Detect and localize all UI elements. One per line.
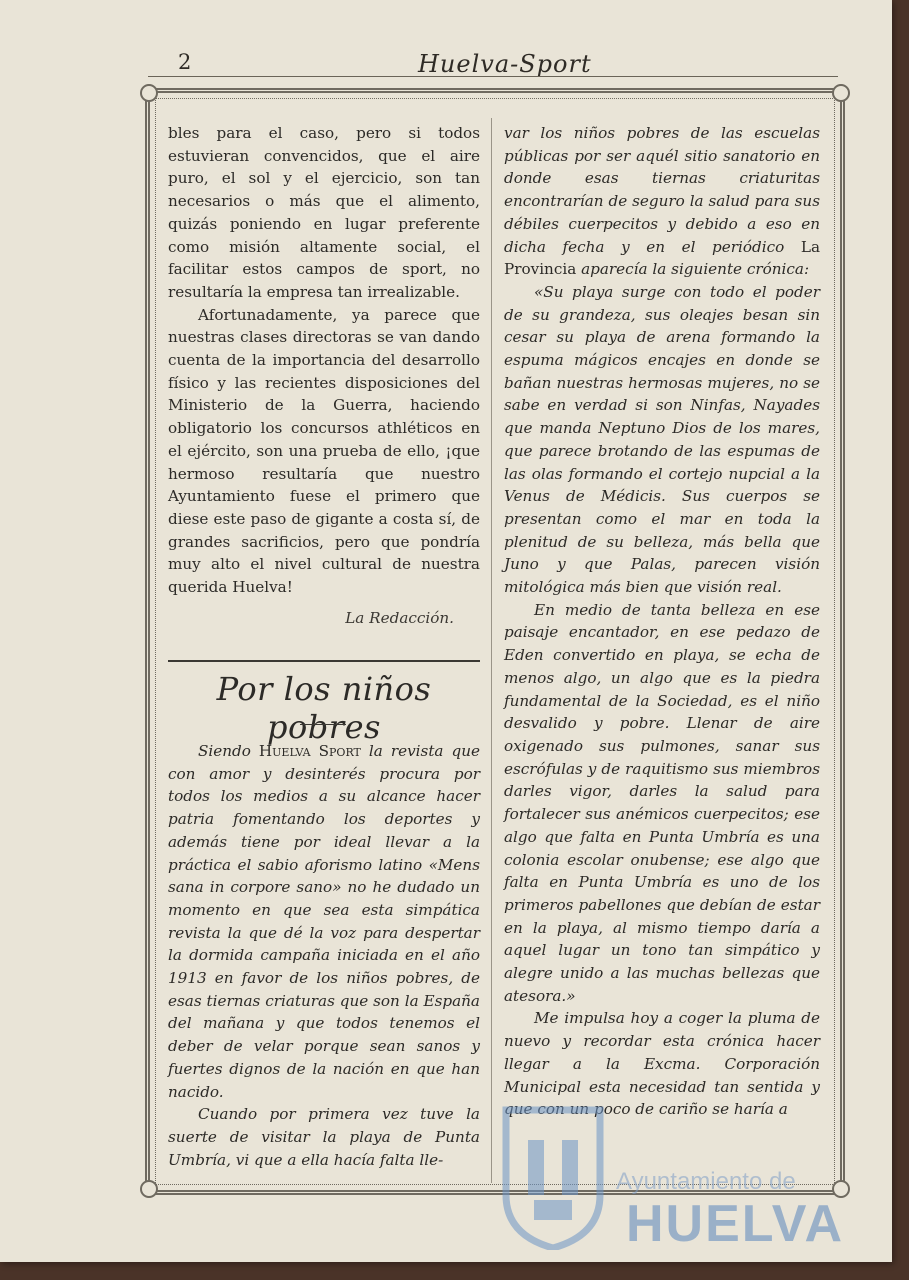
coat-of-arms-icon bbox=[498, 1100, 608, 1250]
masthead-title: Huelva-Sport bbox=[418, 50, 592, 78]
quoted-paragraph: «Su playa surge con todo el poder de su grandeza, sus oleajes besan sin cesar su playa de arena formando la espuma mágicos encajes en donde se bañan nuestras hermosas mujeres, no se sabe en verdad si son Ninfas, Nayades que manda Neptuno Dios de los mares, que parece brotando de las espumas de las olas formando el cortejo nupcial a la Venus de Médicis. Sus cuerpos se presentan como el mar en toda la plenitud de su belleza, más bella que Juno y que Palas, parecen visión mitológica más bien que visión real. bbox=[504, 282, 820, 597]
article-title: Por los niños pobres bbox=[216, 670, 432, 746]
paragraph: Afortunadamente, ya parece que nuestras clases directoras se van dando cuenta de la importancia del desarrollo físico y las recientes disposiciones del Ministerio de la Guerra, haciendo obligatorio los concursos athléticos en el ejército, son una prueba de ello, ¡que hermoso resultaría que nuestro Ayuntamiento fuese el primero que diese este paso de gigante a costa sí, de grandes sacrificios, pero que pondría muy alto el nivel cultural de nuestra querida Huelva! bbox=[168, 305, 480, 597]
text-run: var los niños pobres de las escuelas públicas por ser aquél sitio sanatorio en donde esas tiernas criaturitas encontrarían de seguro la salud para sus débiles cuerpecitos y debido a eso en dicha fecha y en el periódico bbox=[504, 124, 820, 256]
section-rule bbox=[168, 660, 480, 662]
left-column-top bbox=[168, 122, 480, 629]
paragraph: Cuando por primera vez tuve la suerte de visitar la playa de Punta Umbría, vi que a ella hacía falta lle- bbox=[168, 1105, 480, 1169]
corner-ornament-icon bbox=[832, 84, 850, 102]
magazine-name: Huelva Sport bbox=[258, 742, 361, 760]
paragraph: Me impulsa hoy a coger la pluma de nuevo y recordar esta crónica hacer llegar a la Excma. Corporación Municipal esta necesidad tan sentida y que con un poco de cariño se haría a bbox=[504, 1009, 820, 1119]
newspaper-name: La Provincia bbox=[504, 237, 820, 279]
header-rule bbox=[148, 76, 838, 77]
page-number: 2 bbox=[178, 50, 192, 74]
right-column bbox=[504, 122, 820, 1121]
quoted-paragraph: En medio de tanta belleza en ese paisaje encantador, en ese pedazo de Eden convertido en playa, se echa de menos algo, un algo que es la piedra fundamental de la Sociedad, es el niño desvalido y pobre. Llenar de aire oxigenado sus pulmones, sanar sus escrófulas y de raquitismo sus miembros darles vigor, darles la salud para fortalecer sus anémicos cuerpecitos; ese algo que falta en Punta Umbría es una colonia escolar onubense; ese algo que falta en Punta Umbría es uno de los primeros pabellones que debían de estar en la playa, al mismo tiempo daría a aquel lugar un tono tan simpático y alegre unido a las muchas bellezas que atesora.» bbox=[504, 600, 820, 1005]
paragraph: bles para el caso, pero si todos estuvieran convencidos, que el aire puro, el sol y el ejercicio, son tan necesarios o más que el alimento, quizás poniendo en lugar preferente como misión altamente social, el facilitar estos campos de sport, no resultaría la empresa tan irrealizable. bbox=[168, 124, 480, 301]
watermark-line-1: Ayuntamiento de bbox=[616, 1168, 796, 1195]
text-run: la revista que con amor y desinterés procura por todos los medios a su alcance hacer patria fomentando los deportes y además tiene por ideal llevar a la práctica el sabio aforismo latino «Mens sana in corpore sano» no he dudado un momento en que sea esta simpática revista la que dé la voz para despertar la dormida campaña iniciada en el año 1913 en favor de los niños pobres, de esas tiernas criaturas que son la España del mañana y que todos tenemos el deber de velar porque sean sanos y fuertes dignos de la nación en que han nacido. bbox=[168, 742, 480, 1101]
archive-watermark bbox=[498, 1090, 845, 1280]
text-run: aparecía la siguiente crónica: bbox=[576, 260, 810, 279]
article-body-left bbox=[168, 740, 480, 1171]
signature: La Redacción. bbox=[345, 608, 454, 627]
column-divider bbox=[491, 118, 492, 1183]
corner-ornament-icon bbox=[140, 1180, 158, 1198]
paragraph bbox=[168, 740, 480, 1103]
watermark-line-2: HUELVA bbox=[626, 1195, 845, 1253]
title-underline bbox=[300, 724, 346, 725]
corner-ornament-icon bbox=[140, 84, 158, 102]
text-run: Siendo bbox=[198, 742, 259, 760]
paragraph bbox=[504, 122, 820, 281]
